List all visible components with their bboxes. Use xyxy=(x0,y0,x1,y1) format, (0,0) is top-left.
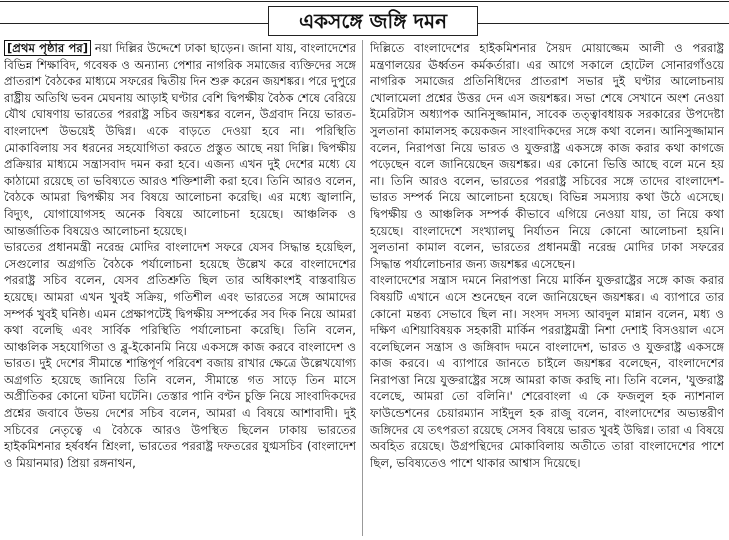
headline-rule-left xyxy=(0,23,268,24)
article-paragraph: দিল্লিতে বাংলাদেশের হাইকমিশনার সৈয়দ মোয়াজ্জেম আলী ও পররাষ্ট্র মন্ত্রণালয়ের ঊর্ধ্বতন কর্মকর্তারা। এর আগে সকালে হোটেল সোনারগাঁওয়ে নাগরিক সমাজের প্রতিনিধিদের প্রাতরাশ সভার দুই ঘণ্টার আলোচনায় খোলামেলা প্রশ্নের উত্তর দেন এস জয়শঙ্কর। সভা শেষে সেখানে অংশ নেওয়া ইমেরিটাস অধ্যাপক আনিসুজ্জামান, সাবেক তত্ত্বাবধায়ক সরকারের উপদেষ্টা সুলতানা কামালসহ কয়েকজন সাংবাদিকদের সঙ্গে কথা বলেন। আনিসুজ্জামান বলেন, নিরাপত্তা নিয়ে ভারত ও যুক্তরাষ্ট্র একসঙ্গে কাজ করার কথা কাগজে পড়েছেন বলে জানিয়েছেন জয়শঙ্কর। এর কোনো ভিত্তি আছে বলে মনে হয় না। তিনি আরও বলেন, ভারতের পররাষ্ট্র সচিবের সঙ্গে তাদের বাংলাদেশ-ভারত সম্পর্ক নিয়ে আলোচনা হয়েছে। বিভিন্ন সমস্যায় কথা উঠে এসেছে। দ্বিপক্ষীয় ও আঞ্চলিক সম্পর্ক কীভাবে এগিয়ে নেওয়া যায়, তা নিয়ে কথা হয়েছে। বাংলাদেশে সংখ্যালঘু নির্যাতন নিয়ে কোনো আলোচনা হয়নি। সুলতানা কামাল বলেন, ভারতের প্রধানমন্ত্রী নরেন্দ্র মোদির ঢাকা সফরের সিদ্ধান্ত পর্যালোচনার জন্য জয়শঙ্কর এসেছেন। xyxy=(370,41,724,271)
top-rule xyxy=(0,1,729,2)
article-paragraph: বাংলাদেশের সন্ত্রাস দমনে নিরাপত্তা নিয়ে মার্কিন যুক্তরাষ্ট্রের সঙ্গে কাজ করার বিষয়টি এখানে এসে শুনেছেন বলে জানিয়েছেন জয়শঙ্কর। এ ব্যাপারে তার কোনো মন্তব্য সেভাবে ছিল না। সংসদ সদস্য আবদুল মান্নান বলেন, মধ্য ও দক্ষিণ এশিয়াবিষয়ক সহকারী মার্কিন পররাষ্ট্রমন্ত্রী নিশা দেশাই বিসওয়াল এসে বলেছিলেন সন্ত্রাস ও জঙ্গিবাদ দমনে বাংলাদেশ, ভারত ও যুক্তরাষ্ট্র একসঙ্গে কাজ করবে। এ ব্যাপারে জানতে চাইলে জয়শঙ্কর বলেছেন, বাংলাদেশের নিরাপত্তা নিয়ে যুক্তরাষ্ট্রের সঙ্গে আমরা কাজ করছি না। তিনি বলেন, 'যুক্তরাষ্ট্র বলেছে, আমরা তো বলিনি।' শেরেবাংলা এ কে ফজলুল হক ন্যাশনাল ফাউন্ডেশনের চেয়ারম্যান সাইদুল হক রাজু বলেন, বাংলাদেশের অভ্যন্তরীণ জঙ্গিদের যে তৎপরতা রয়েছে সেসব বিষয়ে ভারত খুবই উদ্বিগ্ন। তারা এ বিষয়ে অবহিত রয়েছে। উগ্রপন্থিদের মোকাবিলায় অতীতে তারা বাংলাদেশের পাশে ছিল, ভবিষ্যতেও পাশে থাকার আশ্বাস দিয়েছে। xyxy=(370,273,724,470)
article-paragraph xyxy=(4,40,356,239)
headline: একসঙ্গে জঙ্গি দমন xyxy=(268,6,478,36)
article-column-right xyxy=(370,40,724,538)
paragraph-text: নয়া দিল্লির উদ্দেশে ঢাকা ছাড়েন। জানা যায়, বাংলাদেশের বিভিন্ন শিক্ষাবিদ, গবেষক ও অন্যান্য পেশার নাগরিক সমাজের ব্যক্তিদের সঙ্গে প্রাতরাশ বৈঠকের মাধ্যমে সফরের দ্বিতীয় দিন শুরু করেন জয়শঙ্কর। পরে দুপুরে রাষ্ট্রীয় অতিথি ভবন মেঘনায় আড়াই ঘণ্টার বেশি দ্বিপক্ষীয় বৈঠক শেষে বেরিয়ে যৌথ ঘোষণায় ভারতের পররাষ্ট্র সচিব জয়শঙ্কর বলেন, উগ্রবাদ নিয়ে ভারত-বাংলাদেশ উভয়েই উদ্বিগ্ন। একে বাড়তে দেওয়া হবে না। পরিস্থিতি মোকাবিলায় সব ধরনের সহযোগিতা করতে প্রস্তুত আছে নয়া দিল্লি। দ্বিপক্ষীয় প্রক্রিয়ার মাধ্যমে সন্ত্রাসবাদ দমন করা হবে। এজন্য এখন দুই দেশের মধ্যে যে কাঠামো রয়েছে তা ভবিষ্যতে আরও শক্তিশালী করা হবে। তিনি আরও বলেন, বৈঠকে আমরা দ্বিপক্ষীয় সব বিষয়ে আলোচনা করেছি। এর মধ্যে জ্বালানি, বিদ্যুৎ, যোগাযোগসহ অনেক বিষয়ে আলোচনা হয়েছে। আঞ্চলিক ও আন্তর্জাতিক বিষয়েও আলোচনা হয়েছে। xyxy=(4,41,356,238)
continued-from-front-page-label: [প্রথম পৃষ্ঠার পর] xyxy=(4,40,91,56)
article-paragraph: ভারতের প্রধানমন্ত্রী নরেন্দ্র মোদির বাংলাদেশ সফরে যেসব সিদ্ধান্ত হয়েছিল, সেগুলোর অগ্রগতি বৈঠকে পর্যালোচনা হয়েছে উল্লেখ করে বাংলাদেশের পররাষ্ট্র সচিব বলেন, যেসব প্রতিশ্রুতি ছিল তার অধিকাংশই বাস্তবায়িত হয়েছে। আমরা এখন খুবই সক্রিয়, গতিশীল এবং ভারতের সঙ্গে আমাদের সম্পর্ক খুবই ঘনিষ্ঠ। এমন প্রেক্ষাপটেই দ্বিপক্ষীয় সম্পর্কের সব দিক নিয়ে আমরা কথা বলেছি এবং সার্বিক পরিস্থিতি পর্যালোচনা করেছি। তিনি বলেন, আঞ্চলিক সহযোগিতা ও ব্লু-ইকোনমি নিয়ে একসঙ্গে কাজ করবে বাংলাদেশ ও ভারত। দুই দেশের সীমান্তে শান্তিপূর্ণ পরিবেশ বজায় রাখার ক্ষেত্রে উল্লেখযোগ্য অগ্রগতি হয়েছে জানিয়ে তিনি বলেন, সীমান্তে গত সাড়ে তিন মাসে অপ্রীতিকর কোনো ঘটনা ঘটেনি। তেস্তার পানি বণ্টন চুক্তি নিয়ে সাংবাদিকদের প্রশ্নের জবাবে উভয় দেশের সচিব বলেন, আমরা এ বিষয়ে আশাবাদী। দুই সচিবের নেতৃত্বে এ বৈঠকে আরও উপস্থিত ছিলেন ঢাকায় ভারতের হাইকমিশনার হর্ষবর্ধন শ্রিংলা, ভারতের পররাষ্ট্র দফতরের যুগ্মসচিব (বাংলাদেশ ও মিয়ানমার) প্রিয়া রঙ্গনাথন, xyxy=(4,240,356,470)
column-divider xyxy=(362,40,363,536)
headline-bar xyxy=(0,6,729,36)
headline-rule-right xyxy=(478,23,729,24)
article-column-left xyxy=(4,40,356,538)
